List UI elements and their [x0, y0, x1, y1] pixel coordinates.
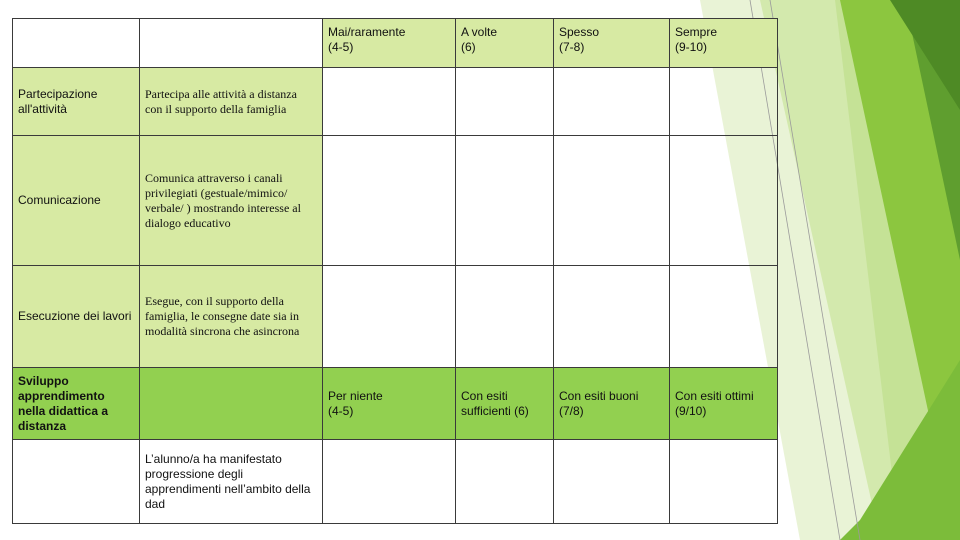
section-row	[13, 368, 778, 440]
table-row	[13, 440, 778, 524]
row-label: Esecuzione dei lavori	[13, 266, 140, 368]
header-row	[13, 19, 778, 68]
table-row	[13, 68, 778, 136]
table-row	[13, 266, 778, 368]
table-row	[13, 136, 778, 266]
section-ottimi: Con esiti ottimi (9/10)	[670, 368, 778, 440]
final-row-descriptor: L’alunno/a ha manifestato progressione degli apprendimenti nell’ambito della dad	[140, 440, 323, 524]
rating-cell[interactable]	[554, 440, 670, 524]
rating-cell[interactable]	[554, 266, 670, 368]
section-buoni: Con esiti buoni (7/8)	[554, 368, 670, 440]
header-spesso: Spesso (7-8)	[554, 19, 670, 68]
header-sempre: Sempre (9-10)	[670, 19, 778, 68]
rating-cell[interactable]	[323, 266, 456, 368]
rating-cell[interactable]	[456, 266, 554, 368]
header-a-volte: A volte (6)	[456, 19, 554, 68]
rating-cell[interactable]	[554, 136, 670, 266]
header-cell-empty-2	[140, 19, 323, 68]
section-sufficienti: Con esiti sufficienti (6)	[456, 368, 554, 440]
rating-cell[interactable]	[456, 68, 554, 136]
row-descriptor: Comunica attraverso i canali privilegiati (gestuale/mimico/ verbale/ ) mostrando interesse al dialogo educativo	[140, 136, 323, 266]
rating-cell[interactable]	[456, 136, 554, 266]
rating-cell[interactable]	[456, 440, 554, 524]
section-label: Sviluppo apprendimento nella didattica a distanza	[13, 368, 140, 440]
section-per-niente: Per niente (4-5)	[323, 368, 456, 440]
rating-cell[interactable]	[554, 68, 670, 136]
final-row-label	[13, 440, 140, 524]
row-descriptor: Esegue, con il supporto della famiglia, le consegne date sia in modalità sincrona che asincrona	[140, 266, 323, 368]
rating-cell[interactable]	[670, 266, 778, 368]
evaluation-table	[12, 18, 778, 524]
section-descriptor	[140, 368, 323, 440]
rating-cell[interactable]	[323, 440, 456, 524]
row-descriptor: Partecipa alle attività a distanza con il supporto della famiglia	[140, 68, 323, 136]
row-label: Partecipazione all'attività	[13, 68, 140, 136]
header-mai-raramente: Mai/raramente (4-5)	[323, 19, 456, 68]
rating-cell[interactable]	[670, 440, 778, 524]
header-cell-empty-1	[13, 19, 140, 68]
rating-cell[interactable]	[670, 68, 778, 136]
rating-cell[interactable]	[323, 68, 456, 136]
rating-cell[interactable]	[670, 136, 778, 266]
row-label: Comunicazione	[13, 136, 140, 266]
rating-cell[interactable]	[323, 136, 456, 266]
